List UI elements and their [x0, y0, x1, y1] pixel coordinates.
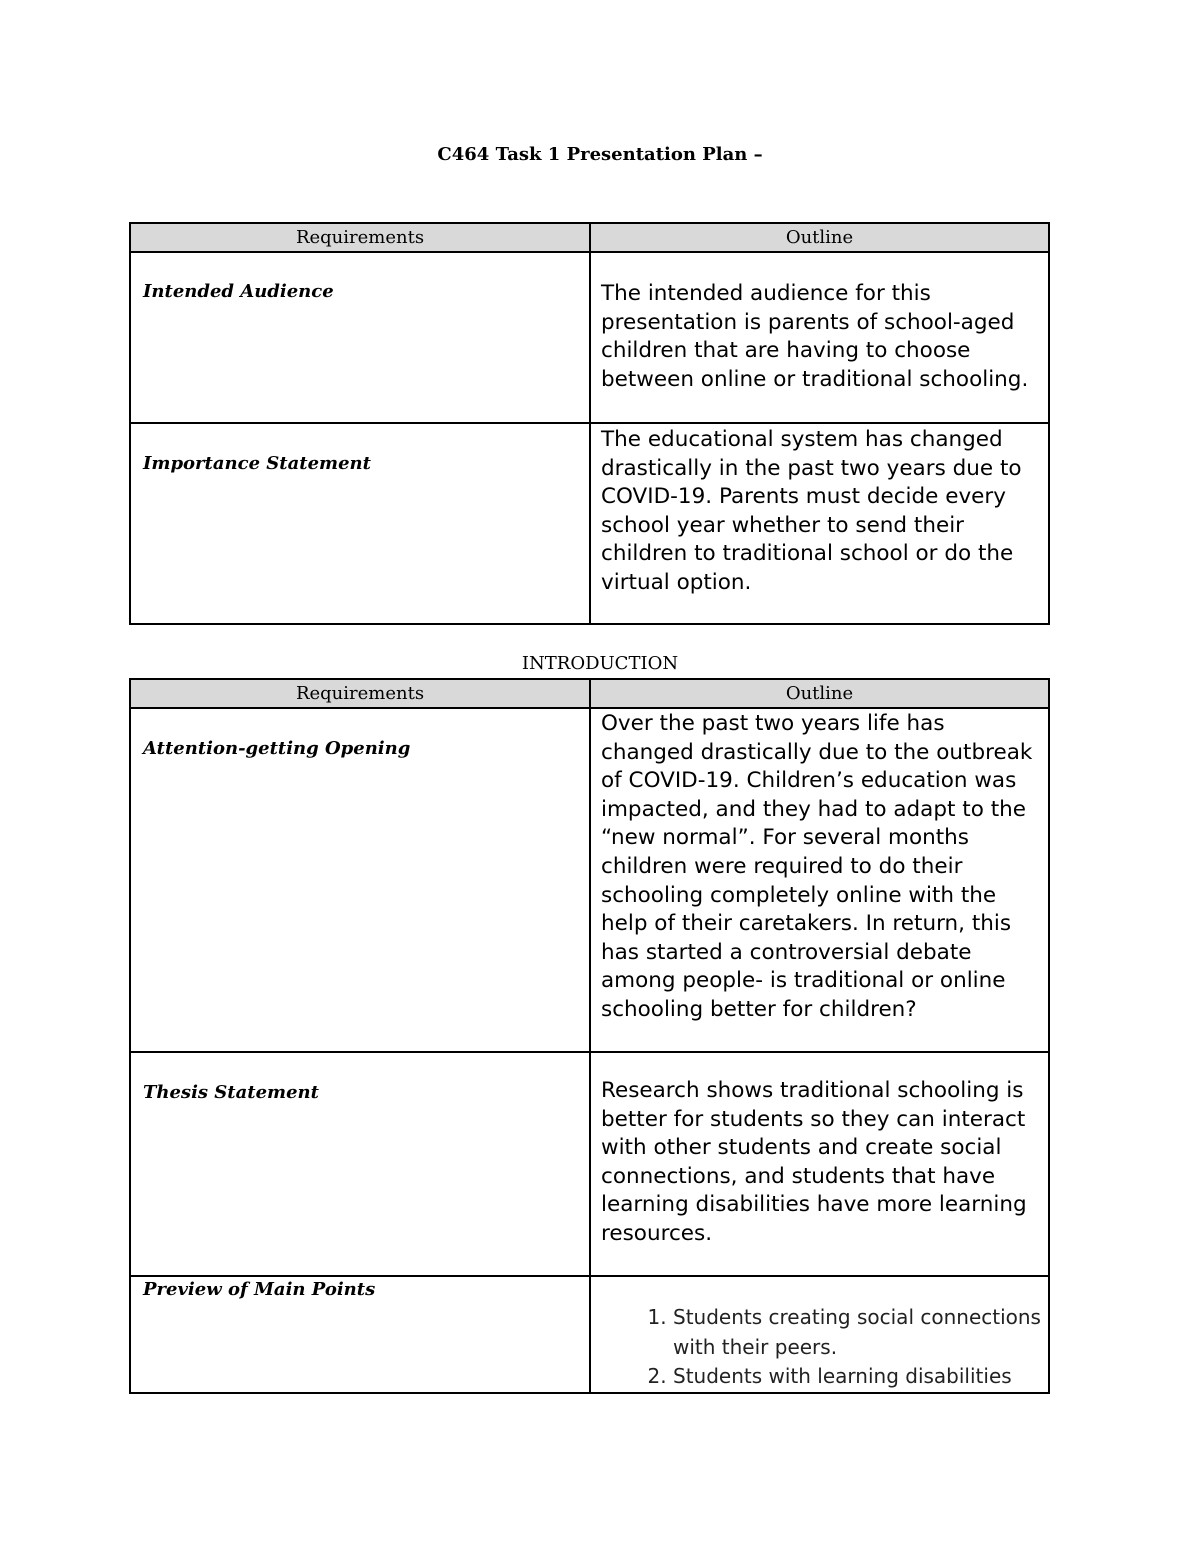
plan-table-overview: [129, 222, 1050, 625]
list-item: 2. Students with learning disabilities: [673, 1362, 1048, 1392]
outline-attention-getting-opening: Over the past two years life has changed drastically due to the outbreak of COVID-19. Children’s education was impacted, and they had to adapt to the “new normal”. For several months children were required to do their schooling completely online with the help of their caretakers. In return, this has started a controversial debate among people- is traditional or online schooling better for children?: [590, 708, 1049, 1052]
outline-importance-statement: The educational system has changed drastically in the past two years due to COVID-19. Parents must decide every school year whether to send their children to traditional school or do the virtual option.: [590, 423, 1049, 624]
requirement-preview-of-main-points: Preview of Main Points: [130, 1276, 590, 1393]
outline-intended-audience: The intended audience for this presentation is parents of school-aged children that are having to choose between online or traditional schooling.: [590, 252, 1049, 423]
column-header-outline: Outline: [590, 223, 1049, 252]
table-row: [130, 1276, 1049, 1393]
requirement-attention-getting-opening: Attention-getting Opening: [130, 708, 590, 1052]
requirement-importance-statement: Importance Statement: [130, 423, 590, 624]
column-header-requirements: Requirements: [130, 679, 590, 708]
column-header-requirements: Requirements: [130, 223, 590, 252]
outline-thesis-statement: Research shows traditional schooling is better for students so they can interact with other students and create social connections, and students that have learning disabilities have more learning resources.: [590, 1052, 1049, 1276]
document-title: C464 Task 1 Presentation Plan –: [437, 144, 763, 165]
list-item: 1. Students creating social connections with their peers.: [673, 1303, 1048, 1362]
outline-preview-of-main-points: [590, 1276, 1049, 1393]
main-points-list: [591, 1303, 1048, 1392]
table-row: [130, 708, 1049, 1052]
table-row: [130, 252, 1049, 423]
requirement-intended-audience: Intended Audience: [130, 252, 590, 423]
table-row: [130, 1052, 1049, 1276]
table-header-row: [130, 223, 1049, 252]
plan-table-introduction: [129, 678, 1050, 1394]
section-heading-introduction: INTRODUCTION: [521, 653, 679, 674]
requirement-thesis-statement: Thesis Statement: [130, 1052, 590, 1276]
table-header-row: [130, 679, 1049, 708]
table-row: [130, 423, 1049, 624]
column-header-outline: Outline: [590, 679, 1049, 708]
